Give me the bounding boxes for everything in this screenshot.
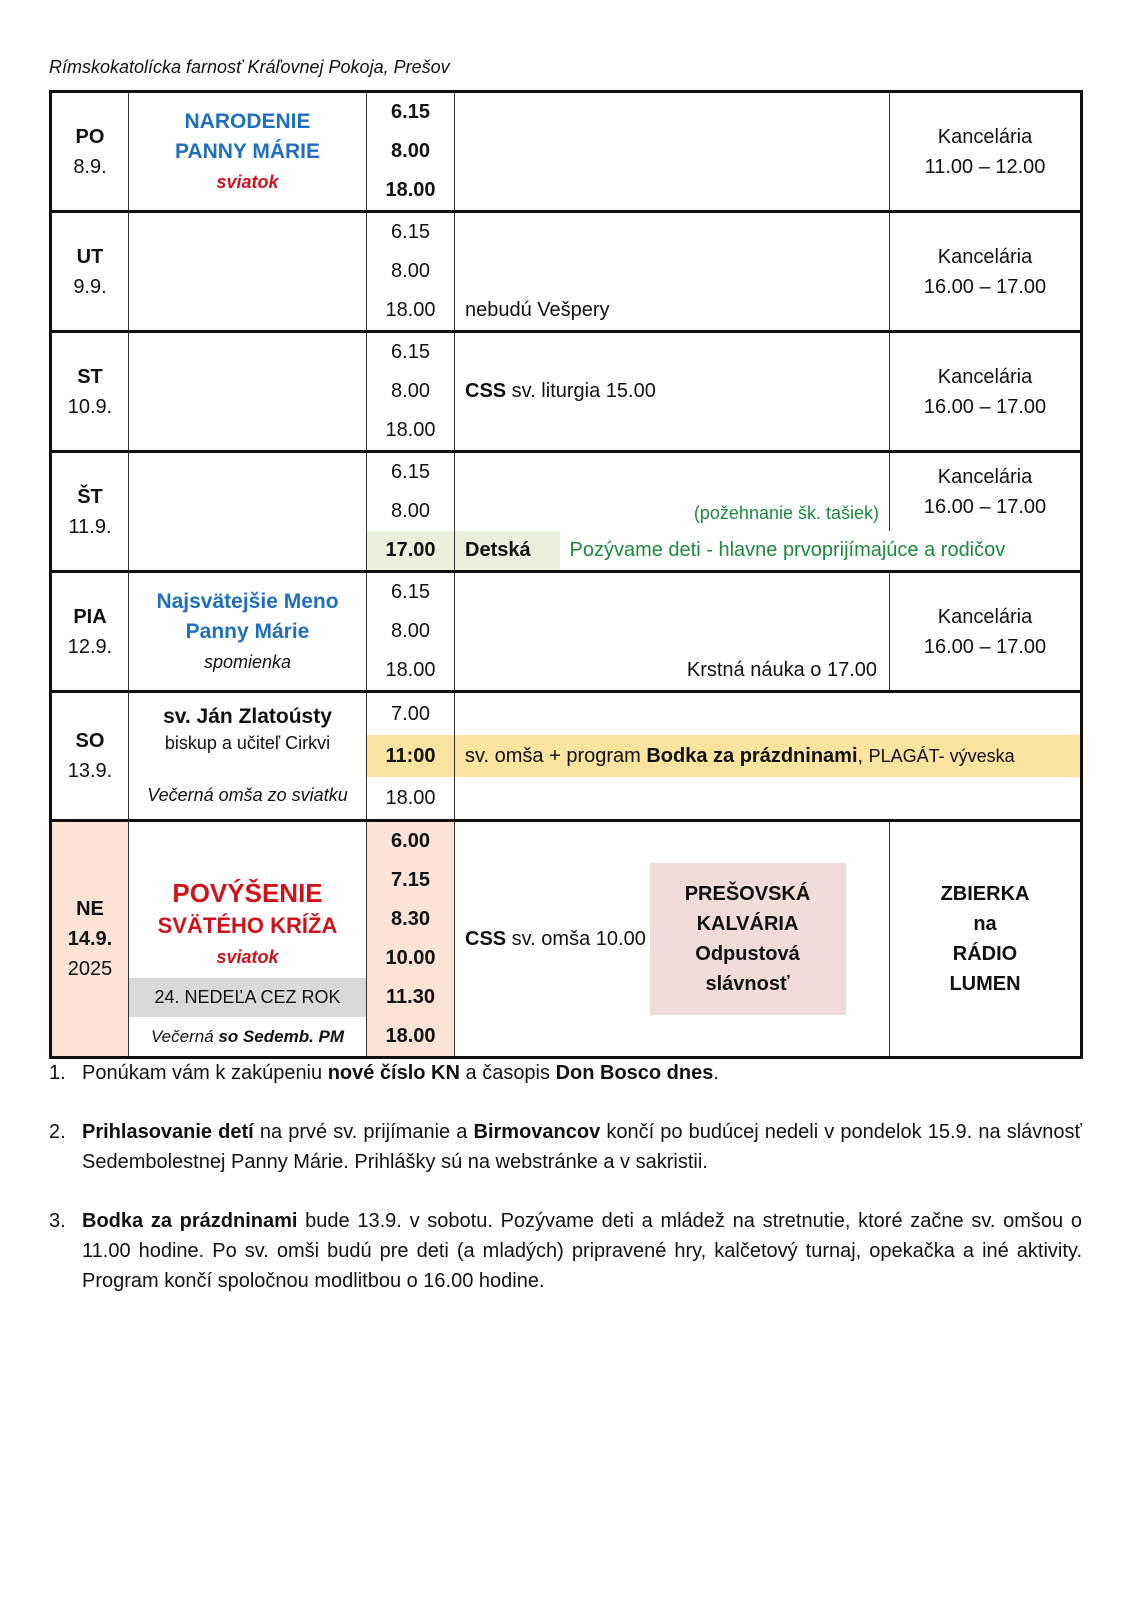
day-cell: ŠT 11.9. <box>51 452 129 572</box>
office-hours: Kancelária 16.00 – 17.00 <box>890 332 1082 452</box>
office-hours: Kancelária 16.00 – 17.00 <box>890 452 1082 532</box>
mass-time: 17.00 <box>367 531 455 572</box>
mass-time: 8.00 <box>367 492 455 531</box>
mass-time: 18.00 <box>367 651 455 692</box>
mass-time: 6.15 <box>367 92 455 133</box>
feast-cell: POVÝŠENIE SVÄTÉHO KRÍŽA sviatok <box>129 821 367 979</box>
feast-cell: Najsvätejšie Meno Panny Márie spomienka <box>129 572 367 692</box>
note-text: CSS sv. liturgia 15.00 <box>455 332 890 452</box>
mass-time: 8.00 <box>367 252 455 291</box>
note-cell: Krstná náuka o 17.00 <box>455 572 890 692</box>
mass-time: 7.15 <box>367 861 455 900</box>
office-hours: Kancelária 16.00 – 17.00 <box>890 572 1082 692</box>
note-text: CSS sv. omša 10.00 <box>455 821 800 1058</box>
parish-header: Rímskokatolícka farnosť Kráľovnej Pokoja, Prešov <box>49 57 450 77</box>
office-hours: Kancelária 11.00 – 12.00 <box>890 92 1082 212</box>
evening-mass-note: Večerná so Sedemb. PM <box>129 1017 367 1058</box>
mass-time: 6.15 <box>367 572 455 613</box>
mass-time: 6.15 <box>367 452 455 493</box>
announcement-item: 2. Prihlasovanie detí na prvé sv. prijímanie a Birmovancov končí po budúcej nedeli v pondelok 15.9. na slávnosť Sedembolestnej Panny Márie. Prihlášky sú na webstránke a v sakristii. <box>49 1121 1082 1173</box>
mass-time: 18.00 <box>367 777 455 821</box>
mass-time: 8.00 <box>367 372 455 411</box>
note-cell <box>455 777 1082 821</box>
mass-time: 11:00 <box>367 735 455 777</box>
feast-cell: sv. Ján Zlatoústy biskup a učiteľ Cirkvi Večerná omša zo sviatku <box>129 692 367 821</box>
kalvaria-cell <box>684 821 890 1058</box>
mass-time: 6.15 <box>367 212 455 253</box>
feast-cell <box>129 212 367 332</box>
mass-time: 7.00 <box>367 692 455 736</box>
weekly-schedule-table <box>49 90 1083 1059</box>
mass-time: 18.00 <box>367 171 455 212</box>
feast-cell <box>129 452 367 572</box>
day-cell: PO 8.9. <box>51 92 129 212</box>
kids-mass-label: Detská <box>455 531 560 572</box>
mass-time: 6.15 <box>367 332 455 373</box>
day-cell: NE 14.9. 2025 <box>51 821 129 1058</box>
feast-cell <box>129 332 367 452</box>
mass-time: 18.00 <box>367 411 455 452</box>
mass-time: 8.00 <box>367 612 455 651</box>
feast-cell: NARODENIE PANNY MÁRIE sviatok <box>129 92 367 212</box>
note-cell <box>455 692 1082 736</box>
sunday-label: 24. NEDEĽA CEZ ROK <box>129 978 367 1017</box>
mass-time: 10.00 <box>367 939 455 978</box>
mass-time: 6.00 <box>367 821 455 862</box>
note-cell <box>455 212 890 292</box>
note-cell: (požehnanie šk. tašiek) <box>455 452 890 532</box>
announcements <box>49 1058 1082 1325</box>
mass-time: 8.00 <box>367 132 455 171</box>
note-cell <box>455 92 890 212</box>
collection-cell: ZBIERKA na RÁDIO LUMEN <box>890 821 1082 1058</box>
mass-time: 11.30 <box>367 978 455 1017</box>
day-cell: UT 9.9. <box>51 212 129 332</box>
announcement-item: 1. Ponúkam vám k zakúpeniu nové číslo KN a časopis Don Bosco dnes. <box>49 1062 719 1084</box>
announcement-item: 3. Bodka za prázdninami bude 13.9. v sobotu. Pozývame deti a mládež na stretnutie, ktoré začne sv. omšou o 11.00 hodine. Po sv. omši budú pre deti (a mladých) pripravené hry, kalčetový turnaj, opekačka a iné aktivity. Program končí spoločnou modlitbou o 16.00 hodine. <box>49 1210 1083 1292</box>
mass-time: 8.30 <box>367 900 455 939</box>
note-text: sv. omša + program Bodka za prázdninami, PLAGÁT- výveska <box>455 735 1082 777</box>
office-hours: Kancelária 16.00 – 17.00 <box>890 212 1082 332</box>
day-cell: PIA 12.9. <box>51 572 129 692</box>
day-cell: SO 13.9. <box>51 692 129 821</box>
day-cell: ST 10.9. <box>51 332 129 452</box>
kids-invitation: Pozývame deti - hlavne prvoprijímajúce a rodičov <box>569 539 1006 561</box>
mass-time: 18.00 <box>367 1017 455 1058</box>
note-text: nebudú Vešpery <box>455 291 890 332</box>
mass-time: 18.00 <box>367 291 455 332</box>
kalvaria-box: PREŠOVSKÁ KALVÁRIA Odpustová slávnosť <box>650 863 846 1015</box>
